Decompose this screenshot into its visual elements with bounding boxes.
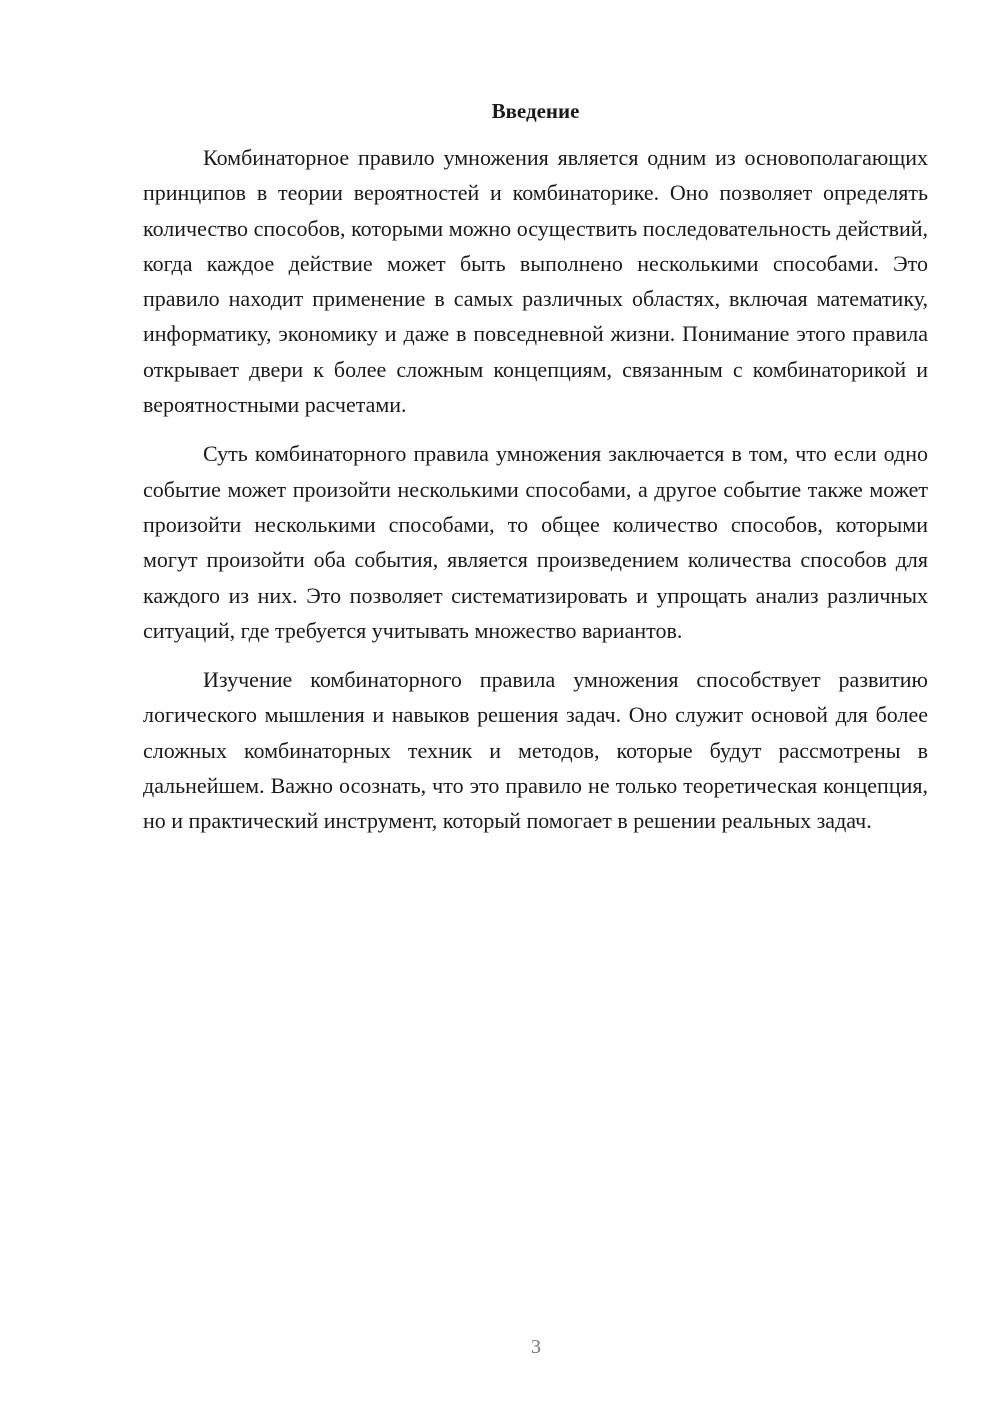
paragraph-3: Изучение комбинаторного правила умножения способствует развитию логического мышления и навыков решения задач. Оно служит основой для более сложных комбинаторных техник и методов, которые будут рассмотрены в дальнейшем. Важно осознать, что это правило не только теоретическая концепция, но и практический инструмент, который помогает в решении реальных задач. [143,667,928,834]
paragraph-1: Комбинаторное правило умножения является одним из основополагающих принципов в теории вероятностей и комбинаторике. Оно позволяет определять количество способов, которыми можно осуществить последовательность действий, когда каждое действие может быть выполнено несколькими способами. Это правило находит применение в самых различных областях, включая математику, информатику, экономику и даже в повседневной жизни. Понимание этого правила открывает двери к более сложным концепциям, связанным с комбинаторикой и вероятностными расчетами. [143,145,928,418]
paragraph-2: Суть комбинаторного правила умножения заключается в том, что если одно событие может произойти несколькими способами, а другое событие также может произойти несколькими способами, то общее количество способов, которыми могут произойти оба события, является произведением количества способов для каждого из них. Это позволяет систематизировать и упрощать анализ различных ситуаций, где требуется учитывать множество вариантов. [143,441,928,643]
body-text [143,140,928,853]
page-title: Введение [491,99,580,123]
page-number: 3 [531,1336,541,1358]
